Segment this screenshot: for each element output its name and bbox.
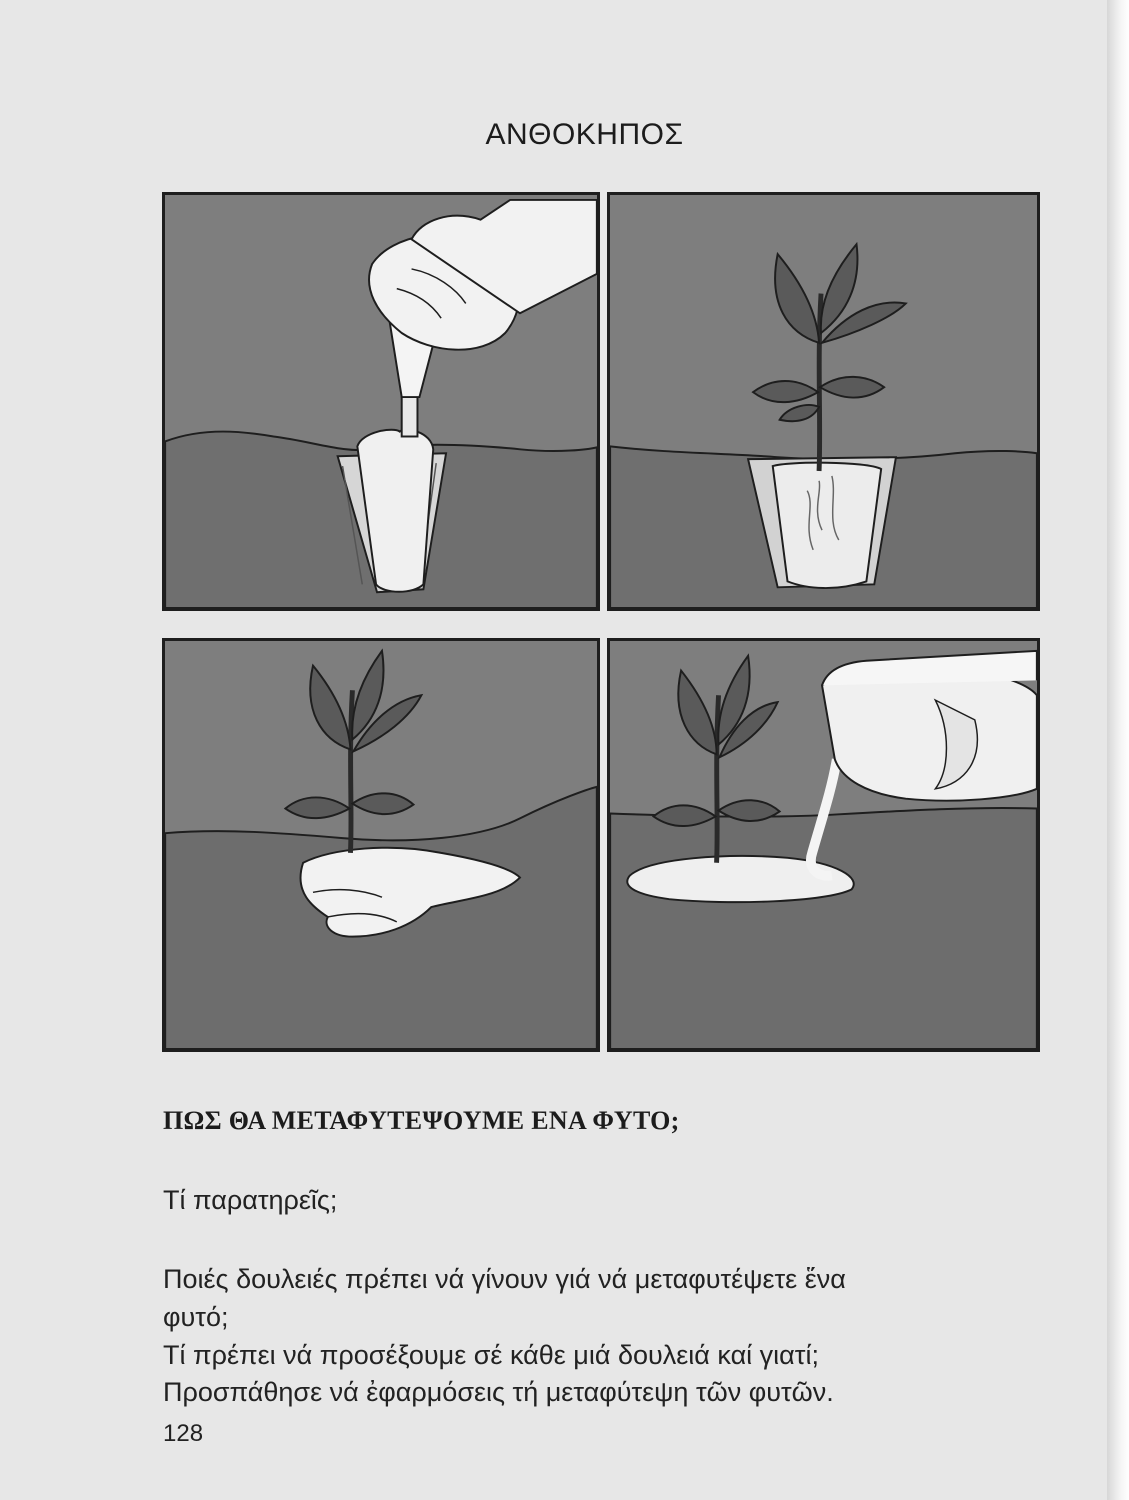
question-line: Προσπάθησε νά ἐφαρμόσεις τή μεταφύτεψη τῶν φυτῶν.	[163, 1377, 834, 1407]
illustration-panel-plant	[607, 192, 1040, 611]
hand-holding-plant-icon	[165, 641, 597, 1049]
illustration-panel-water	[607, 638, 1040, 1052]
page-number: 128	[163, 1420, 204, 1447]
illustration-panel-press-soil	[162, 638, 600, 1052]
watering-plant-icon	[610, 641, 1037, 1049]
plant-in-soil-icon	[610, 195, 1037, 608]
trowel-digging-icon	[165, 195, 597, 608]
question-line: Τί παρατηρεῖς;	[163, 1185, 338, 1215]
page-binding-edge	[1107, 0, 1129, 1500]
question-line: Ποιές δουλειές πρέπει νά γίνουν γιά νά μεταφυτέψετε ἕνα	[163, 1264, 846, 1294]
question-line: φυτό;	[163, 1302, 229, 1332]
illustration-panel-dig	[162, 192, 600, 611]
question-line: Τί πρέπει νά προσέξουμε σέ κάθε μιά δουλειά καί γιατί;	[163, 1340, 819, 1370]
section-heading: ΠΩΣ ΘΑ ΜΕΤΑΦΥΤΕΨΟΥΜΕ ΕΝΑ ΦΥΤΟ;	[163, 1106, 680, 1135]
page-title: ΑΝΘΟΚΗΠΟΣ	[485, 118, 684, 151]
